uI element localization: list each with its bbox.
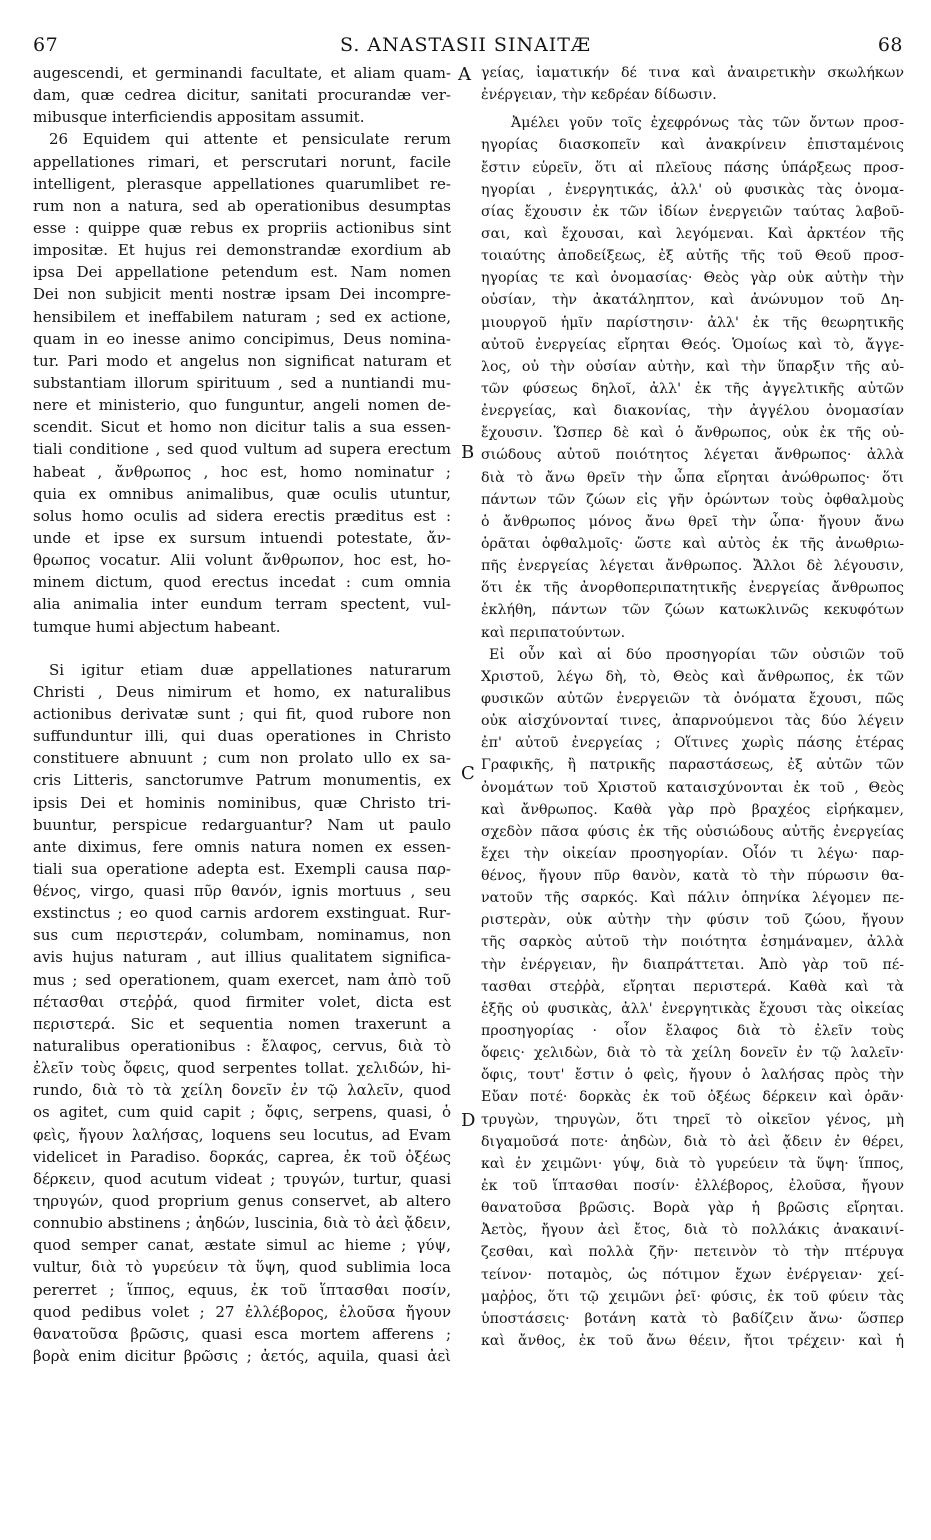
greek-line: ἔχουσιν. Ὥσπερ δὲ καὶ ὁ ἄνθρωπος, οὐκ ἐκ τῆς οὐ-	[481, 425, 904, 442]
greek-line: μιουργοῦ ἡμῖν παρίστησιν· ἀλλ' ἐκ τῆς θεωρητικῆς	[481, 314, 904, 331]
latin-line: impositæ. Et hujus rei demonstrandæ exordium ab	[33, 241, 451, 260]
greek-line: Εὔαν ποτέ· δορκὰς ἐκ τοῦ ὀξέως δέρκειν καὶ ὁρᾶν·	[481, 1089, 904, 1106]
greek-line: φυσικῶν αὐτῶν ἐνεργειῶν τὰ ὀνόματα ἔχουσι, πῶς	[481, 690, 904, 707]
greek-line: ἐνέργειαν, τὴν κεδρέαν δίδωσιν.	[481, 87, 717, 104]
latin-line: φεὶς, ἤγουν λαλήσας, loquens seu locutus, ad Evam	[33, 1125, 451, 1144]
greek-line: ὅτι ἐκ τῆς ἀνορθοπεριπατητικῆς ἐνεργείας ἄνθρωπος	[481, 580, 904, 597]
greek-line: προσηγορίας · οἷον ἔλαφος διὰ τὸ ἐλεῖν τοὺς	[481, 1023, 904, 1040]
latin-line: quia ex omnibus animalibus, quæ oculis utuntur,	[33, 484, 451, 503]
latin-line: dam, quæ cedrea dicitur, sanitati procurandæ ver-	[33, 86, 451, 105]
margin-letter-a: A	[458, 64, 471, 85]
greek-line: σαι, καὶ ἔχουσαι, καὶ λεγόμεναι. Καὶ ἀρκτέον τῆς	[481, 225, 904, 242]
latin-column	[33, 62, 451, 1367]
latin-line	[33, 638, 451, 659]
greek-line: καὶ ἐν χειμῶνι· γύψ, διὰ τὸ γυρεύειν τὰ ὕψη· ἵππος,	[481, 1155, 904, 1172]
greek-line: πάντων τῶν ζώων εἰς γῆν ὁρώντων τοὺς ὀφθαλμοὺς	[481, 491, 904, 508]
margin-letter-c: C	[461, 763, 475, 784]
greek-line: τῶν φύσεως δηλοῖ, ἀλλ' ἐκ τῆς ἀγγελτικῆς αὐτῶν	[481, 380, 904, 397]
greek-line: μαῤῥος, ὅτι τῷ χειμῶνι ῥεῖ· φύσις, ἐκ τοῦ φύειν τὰς	[481, 1288, 904, 1305]
greek-line: ὀνομάτων τοῦ Χριστοῦ καταισχύνονται ἐκ τοῦ , Θεὸς	[481, 779, 904, 796]
greek-line: ἔστιν εὑρεῖν, ὅτι αἱ πλεῖους πάσης ὑπάρξεως προσ-	[481, 159, 904, 176]
latin-line: connubio abstinens ; ἀηδών, luscinia, διὰ τὸ ἀεὶ ᾄδειν,	[33, 1214, 451, 1233]
latin-line: rum non a natura, sed ab operationibus desumptas	[33, 196, 451, 215]
latin-line: sus cum περιστεράν, columbam, nominamus, non	[33, 926, 451, 945]
greek-line: σχεδὸν πᾶσα φύσις ἐκ τῆς οὐσιώδους αὐτῆς ἐνεργείας	[481, 823, 904, 840]
greek-line: Ἀμέλει γοῦν τοῖς ἐχεφρόνως τὰς τῶν ὄντων προσ-	[511, 115, 904, 132]
greek-line: διγαμοῦσά ποτε· ἀηδὼν, διὰ τὸ ἀεὶ ᾄδειν ἐν θέρει,	[481, 1133, 904, 1150]
latin-line: constituere abnuunt ; cum non prolato ullo ex sa-	[33, 749, 451, 768]
latin-line: os agitet, cum quid capit ; ὄφις, serpens, quasi, ὁ	[33, 1103, 451, 1122]
right-page-number: 68	[877, 34, 903, 56]
greek-line: ηγορίας διασκοπεῖν καὶ ἀνακρίνειν ἐπισταμένοις	[481, 137, 904, 154]
greek-line: ὄφεις· χελιδὼν, διὰ τὸ τὰ χείλη δονεῖν ἐν τῷ λαλεῖν·	[481, 1045, 904, 1062]
greek-line: τῆς σαρκὸς αὐτοῦ τὴν ποιότητα ἐσημάναμεν, ἀλλὰ	[481, 934, 904, 951]
greek-line: Ἀετὸς, ἤγουν ἀεὶ ἔτος, διὰ τὸ πολλάκις ἀνακαινί-	[481, 1222, 904, 1239]
greek-line: ριστερὰν, οὐκ αὐτὴν τὴν φύσιν τοῦ ζώου, ἤγουν	[481, 912, 904, 929]
greek-line: Χριστοῦ, λέγω δὴ, τὸ, Θεὸς καὶ ἄνθρωπος, ἐκ τῶν	[481, 668, 904, 685]
latin-line: buuntur, perspicue redarguantur? Nam ut paulo	[33, 815, 451, 834]
latin-line: tur. Pari modo et angelus non significat naturam et	[33, 351, 451, 370]
latin-line: δέρκειν, quod acutum videat ; τρυγών, turtur, quasi	[33, 1169, 451, 1188]
greek-line: τείνον· ποταμὸς, ὡς πότιμον ἔχων ἐνέργειαν· χεί-	[481, 1266, 904, 1283]
latin-line: pererret ; ἵππος, equus, ἐκ τοῦ ἵπτασθαι ποσίν,	[33, 1280, 451, 1299]
latin-line: solus homo oculis ad sidera erectis præditus est :	[33, 506, 451, 525]
latin-line: alia animalia inter eundum terram spectent, vul-	[33, 595, 451, 614]
latin-line: tiali sua operatione adepta est. Exempli causa παρ-	[33, 859, 451, 878]
greek-line: καὶ ἄνθος, ἐκ τοῦ ἄνω θέειν, ἤτοι τρέχειν· καὶ ἡ	[481, 1333, 904, 1350]
latin-line: suffunduntur illi, qui duas operationes in Christo	[33, 727, 451, 746]
greek-line: τοιαύτης ἀποδείξεως, ἐξ αὐτῆς τῆς τοῦ Θεοῦ προσ-	[481, 248, 904, 265]
greek-column	[481, 62, 904, 1352]
greek-line: ἐκ τοῦ ἵπτασθαι ποσίν· ἐλλέβορος, ἐλοῦσα, ἤγουν	[481, 1178, 904, 1195]
latin-line: quod pedibus volet ; 27 ἐλλέβορος, ἐλοῦσα ἤγουν	[33, 1302, 451, 1321]
margin-letter-b: B	[461, 442, 475, 463]
greek-line: Γραφικῆς, ἢ πατρικῆς παραστάσεως, ἐξ αὐτῶν τῶν	[481, 757, 904, 774]
greek-line: οὐσίαν, τὴν ἀκατάληπτον, καὶ ἀνώνυμον τοῦ Δη-	[481, 292, 904, 309]
greek-line: λος, οὐ τὴν οὐσίαν αὐτὴν, καὶ τὴν ὕπαρξιν τῆς αὐ-	[481, 358, 904, 375]
latin-line: Christi , Deus nimirum et homo, ex naturalibus	[33, 682, 451, 701]
latin-line: substantiam illorum spirituum , sed a nuntiandi mu-	[33, 373, 451, 392]
latin-line: cris Litteris, sanctorumve Patrum monumentis, ex	[33, 771, 451, 790]
latin-line: mus ; sed operationem, quam exercet, nam ἀπὸ τοῦ	[33, 970, 451, 989]
latin-line: actionibus derivatæ sunt ; qui fit, quod rubore non	[33, 704, 451, 723]
greek-line: ὁ ἄνθρωπος μόνος ἄνω θρεῖ τὴν ὦπα· ἤγουν ἄνω	[481, 513, 904, 530]
greek-line: ὄφις, τουτ' ἔστιν ὁ φεὶς, ἤγουν ὁ λαλήσας πρὸς τὴν	[481, 1067, 904, 1084]
greek-line: θένος, ἤγουν πῦρ θανὸν, κατὰ τὸ τὴν πύρωσιν θα-	[481, 868, 904, 885]
greek-line: τὴν ἐνέργειαν, ἣν διαπράττεται. Ἀπὸ γὰρ τοῦ πέ-	[481, 956, 904, 973]
greek-line: ἐκλήθη, πάντων τῶν ζώων κατωκλινῶς κεκυφότων	[481, 602, 904, 619]
running-title: S. ANASTASII SINAITÆ	[340, 34, 591, 56]
latin-line: tumque humi abjectum habeant.	[33, 617, 281, 636]
latin-line: περιστερά. Sic et sequentia nomen traxerunt a	[33, 1014, 451, 1033]
greek-line: σίας ἔχουσιν ἐκ τῶν ἰδίων ἐνεργειῶν ταύτας λαβοῦ-	[481, 203, 904, 220]
greek-line: ἐπ' αὐτοῦ ἐνεργείας ; Οἵτινες χωρὶς πάσης ἑτέρας	[481, 735, 904, 752]
greek-line: ὁρᾶται ὀφθαλμοῖς· ὥστε καὶ αὐτὸς ἐκ τῆς ἀνωθριω-	[481, 535, 904, 552]
latin-line: ipsis Dei et hominis nominibus, quæ Christo tri-	[33, 793, 451, 812]
latin-line: intelligent, plerasque appellationes quarumlibet re-	[33, 174, 451, 193]
latin-line: θρωπος vocatur. Alii volunt ἄνθρωπον, hoc est, ho-	[33, 551, 451, 570]
latin-line: θανατοῦσα βρῶσις, quasi esca mortem afferens ;	[33, 1324, 451, 1343]
latin-line: βορὰ enim dicitur βρῶσις ; ἀετός, aquila, quasi ἀεὶ	[33, 1347, 451, 1366]
latin-line: naturalibus operationibus : ἔλαφος, cervus, διὰ τὸ	[33, 1037, 451, 1056]
greek-line: νατοῦν τῆς σαρκός. Καὶ πάλιν ὁπηνίκα λέγομεν πε-	[481, 890, 904, 907]
latin-line: mibusque interficiendis appositam assumit.	[33, 108, 365, 127]
latin-line: 26 Equidem qui attente et pensiculate rerum	[49, 130, 451, 149]
left-page-number: 67	[33, 34, 59, 56]
greek-line: θανατοῦσα βρῶσις. Βορὰ γὰρ ἡ βρῶσις εἴρηται.	[481, 1200, 904, 1217]
latin-line: πέτασθαι στεῤῥά, quod firmiter volet, dicta est	[33, 992, 451, 1011]
greek-line: τασθαι στεῤῥὰ, εἴρηται περιστερά. Καθὰ καὶ τὰ	[481, 978, 904, 995]
latin-line: habeat , ἄνθρωπος , hoc est, homo nominatur ;	[33, 462, 451, 481]
latin-line: Dei non subjicit menti nostræ ipsam Dei incompre-	[33, 285, 451, 304]
greek-line: τρυγὼν, τηρυγὼν, ὅτι τηρεῖ τὸ οἰκεῖον γένος, μὴ	[481, 1111, 904, 1128]
latin-line: appellationes rimari, et perscrutari norunt, facile	[33, 152, 451, 171]
latin-line: rundo, διὰ τὸ τὰ χείλη δονεῖν ἐν τῷ λαλεῖν, quod	[33, 1081, 451, 1100]
latin-line: vultur, διὰ τὸ γυρεύειν τὰ ὕψη, quod sublimia loca	[33, 1258, 451, 1277]
latin-line: augescendi, et germinandi facultate, et aliam quam-	[33, 64, 451, 82]
latin-line: Si igitur etiam duæ appellationes naturarum	[49, 660, 451, 679]
latin-line: hensibilem et ineffabilem naturam ; sed ex actione,	[33, 307, 451, 326]
greek-line: ὑποστάσεις· βοτάνη κατὰ τὸ βαδίζειν ἄνω· ὥσπερ	[481, 1310, 904, 1327]
latin-line: videlicet in Paradiso. δορκάς, caprea, ἐκ τοῦ ὀξέως	[33, 1147, 451, 1166]
latin-line: quod semper canat, æstate simul ac hieme ; γύψ,	[33, 1236, 451, 1255]
latin-line: avis hujus naturam , aut illius qualitatem significa-	[33, 948, 451, 967]
latin-line: ἐλεῖν τοὺς ὄφεις, quod serpentes tollat. χελιδών, hi-	[33, 1059, 451, 1078]
greek-line: διὰ τὸ ἄνω θρεῖν τὴν ὦπα εἴρηται ἀνώθρωπος· ὅτι	[481, 469, 904, 486]
greek-line: ἔχει τὴν οἰκείαν προσηγορίαν. Οἷόν τι λέγω· παρ-	[481, 845, 904, 862]
latin-line: esse : quippe quæ rebus ex propriis actionibus sint	[33, 218, 451, 237]
greek-line: ἑξῆς οὐ φυσικὰς, ἀλλ' ἐνεργητικὰς ἔχουσι τὰς οἰκείας	[481, 1000, 904, 1017]
greek-line: ἐνεργείας, καὶ διακονίας, τὴν ἀγγέλου ὀνομασίαν	[481, 403, 904, 420]
margin-letter-d: D	[461, 1110, 476, 1131]
latin-line: unde et ipse ex sursum intuendi potestate, ἄν-	[33, 528, 451, 547]
greek-line: ηγορίας τε καὶ ὀνομασίας· Θεὸς γὰρ οὐκ αὐτὴν τὴν	[481, 270, 904, 287]
latin-line: scendit. Sicut et homo non dicitur talis a sua essen-	[33, 418, 451, 437]
greek-line: πῆς ἐνεργείας λέγεται ἄνθρωπος. Ἄλλοι δὲ λέγουσιν,	[481, 558, 904, 575]
latin-line: ante diximus, fere omnis natura nomen ex essen-	[33, 837, 451, 856]
latin-line: nere et ministerio, quo funguntur, angeli nomen de-	[33, 396, 451, 415]
latin-line: tiali conditione , sed quod vultum ad supera erectum	[33, 440, 451, 459]
latin-line: θένος, virgo, quasi πῦρ θανόν, ignis mortuus , seu	[33, 882, 451, 901]
greek-line: ζεσθαι, καὶ πολλὰ ζῆν· πετεινὸν τὸ τὴν πτέρυγα	[481, 1244, 904, 1261]
greek-line: γείας, ἰαματικήν δέ τινα καὶ ἀναιρετικὴν σκωλήκων	[481, 65, 904, 81]
greek-line: οὐκ αἰσχύνονταί τινες, ἀπαρνούμενοι τὰς δύο λέγειν	[481, 713, 904, 730]
greek-line: σιώδους αὐτοῦ ποιότητος λέγεται ἄνθρωπος· ἀλλὰ	[481, 447, 904, 464]
latin-line: minem dictum, quod erectus incedat : cum omnia	[33, 573, 451, 592]
greek-line: καὶ περιπατούντων.	[481, 624, 626, 641]
latin-line: quam in eo inesse animo concipimus, Deus nomina-	[33, 329, 451, 348]
latin-line: τηρυγών, quod proprium genus conservet, ab altero	[33, 1192, 451, 1211]
latin-line: ipsa Dei appellatione petendum est. Nam nomen	[33, 263, 451, 282]
latin-line: exstinctus ; eo quod carnis ardorem exstinguat. Rur-	[33, 904, 451, 923]
greek-line: καὶ ἄνθρωπος. Καθὰ γὰρ πρὸ βραχέος εἰρήκαμεν,	[481, 801, 904, 818]
greek-line: Εἰ οὖν καὶ αἱ δύο προσηγορίαι τῶν οὐσιῶν τοῦ	[489, 646, 904, 663]
greek-line: ηγορίαι , ἐνεργητικάς, ἀλλ' οὐ φυσικὰς τὰς ὀνομα-	[481, 181, 904, 198]
greek-line: αὐτοῦ ἐνεργείας εἴρηται Θεός. Ὁμοίως καὶ τὸ, ἄγγε-	[481, 336, 904, 353]
